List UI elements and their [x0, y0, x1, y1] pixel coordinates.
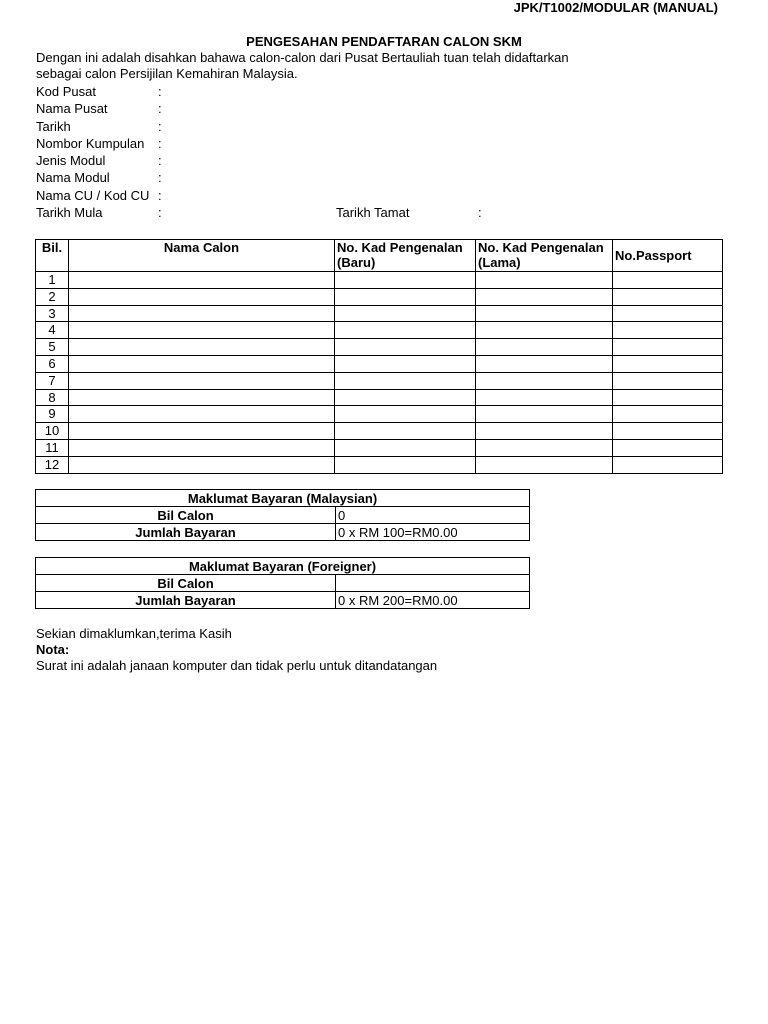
row-number: 6	[36, 355, 69, 372]
field-label: Jenis Modul	[36, 153, 106, 169]
table-row	[36, 339, 723, 356]
cell-kp-baru	[335, 305, 476, 322]
table-header-row	[36, 240, 723, 272]
cell-kp-lama	[476, 288, 613, 305]
intro-line: sebagai calon Persijilan Kemahiran Malaysia.	[36, 66, 298, 81]
table-row	[36, 322, 723, 339]
cell-kp-lama	[476, 305, 613, 322]
column-header-kp-baru	[335, 240, 476, 272]
field-label: Nama Modul	[36, 170, 110, 186]
field-label: Nombor Kumpulan	[36, 135, 145, 151]
field-nama-pusat	[36, 101, 736, 118]
cell-passport	[613, 439, 723, 456]
row-number: 9	[36, 406, 69, 423]
cell-kp-baru	[335, 439, 476, 456]
jumlah-bayaran-label: Jumlah Bayaran	[36, 592, 336, 609]
row-number: 4	[36, 322, 69, 339]
cell-nama	[69, 456, 335, 473]
row-number: 8	[36, 389, 69, 406]
field-colon: :	[158, 170, 162, 186]
cell-kp-baru	[335, 272, 476, 289]
bil-calon-label: Bil Calon	[36, 507, 336, 524]
jumlah-bayaran-value: 0 x RM 200=RM0.00	[336, 592, 530, 609]
cell-nama	[69, 406, 335, 423]
cell-nama	[69, 355, 335, 372]
payment-row	[36, 592, 530, 609]
cell-kp-lama	[476, 423, 613, 440]
header-line: (Baru)	[337, 255, 376, 270]
header-line: (Lama)	[478, 255, 521, 270]
closing-section	[36, 626, 437, 674]
table-row	[36, 288, 723, 305]
table-row	[36, 389, 723, 406]
payment-table-foreigner	[35, 557, 530, 609]
cell-passport	[613, 355, 723, 372]
cell-passport	[613, 406, 723, 423]
cell-kp-lama	[476, 355, 613, 372]
field-colon: :	[158, 101, 162, 117]
cell-passport	[613, 305, 723, 322]
field-label: Tarikh	[36, 118, 71, 134]
cell-kp-baru	[335, 372, 476, 389]
jumlah-bayaran-value: 0 x RM 100=RM0.00	[336, 524, 530, 541]
field-tarikh-mula-tamat	[36, 205, 736, 222]
intro-line: Dengan ini adalah disahkan bahawa calon-calon dari Pusat Bertauliah tuan telah didaftarkan	[36, 50, 569, 65]
cell-kp-lama	[476, 406, 613, 423]
cell-kp-baru	[335, 339, 476, 356]
field-kod-pusat	[36, 84, 736, 101]
field-label: Nama Pusat	[36, 101, 108, 117]
cell-kp-lama	[476, 322, 613, 339]
intro-paragraph	[36, 50, 736, 82]
field-label: Tarikh Mula	[36, 205, 103, 221]
cell-passport	[613, 372, 723, 389]
row-number: 12	[36, 456, 69, 473]
cell-passport	[613, 322, 723, 339]
payment-title: Maklumat Bayaran (Foreigner)	[36, 558, 530, 575]
payment-table-malaysian	[35, 489, 530, 541]
header-line: No. Kad Pengenalan	[337, 240, 463, 255]
cell-kp-baru	[335, 423, 476, 440]
document-title: PENGESAHAN PENDAFTARAN CALON SKM	[246, 34, 522, 49]
cell-passport	[613, 423, 723, 440]
payment-row	[36, 507, 530, 524]
table-row	[36, 423, 723, 440]
row-number: 5	[36, 339, 69, 356]
cell-nama	[69, 439, 335, 456]
table-row	[36, 305, 723, 322]
cell-kp-baru	[335, 456, 476, 473]
cell-kp-lama	[476, 456, 613, 473]
nota-label: Nota:	[36, 642, 70, 657]
nota-text: Surat ini adalah janaan komputer dan tidak perlu untuk ditandatangan	[36, 658, 438, 673]
table-row	[36, 456, 723, 473]
field-nombor-kumpulan	[36, 136, 736, 153]
closing-line: Sekian dimaklumkan,terima Kasih	[36, 626, 232, 641]
field-nama-modul	[36, 170, 736, 187]
field-label: Kod Pusat	[36, 84, 96, 99]
candidate-table	[35, 239, 723, 474]
field-colon: :	[158, 135, 162, 151]
cell-kp-baru	[335, 389, 476, 406]
cell-passport	[613, 288, 723, 305]
table-row	[36, 439, 723, 456]
table-row	[36, 406, 723, 423]
column-header-bil: Bil.	[36, 240, 69, 272]
registration-fields	[36, 84, 736, 222]
row-number: 10	[36, 423, 69, 440]
payment-row	[36, 575, 530, 592]
cell-kp-lama	[476, 372, 613, 389]
payment-header-row	[36, 490, 530, 507]
field-colon: :	[158, 153, 162, 169]
field-jenis-modul	[36, 153, 736, 170]
field-colon: :	[158, 205, 162, 221]
header-line: No. Kad Pengenalan	[478, 240, 604, 255]
document-code: JPK/T1002/MODULAR (MANUAL)	[513, 0, 718, 15]
cell-kp-baru	[335, 322, 476, 339]
cell-kp-baru	[335, 355, 476, 372]
field-nama-cu	[36, 188, 736, 205]
bil-calon-value	[336, 575, 530, 592]
row-number: 2	[36, 288, 69, 305]
jumlah-bayaran-label: Jumlah Bayaran	[36, 524, 336, 541]
field-label: Tarikh Tamat	[336, 205, 410, 221]
table-row	[36, 355, 723, 372]
bil-calon-value: 0	[336, 507, 530, 524]
cell-kp-baru	[335, 288, 476, 305]
cell-kp-lama	[476, 339, 613, 356]
cell-kp-lama	[476, 389, 613, 406]
cell-kp-lama	[476, 439, 613, 456]
row-number: 7	[36, 372, 69, 389]
cell-nama	[69, 372, 335, 389]
field-colon: :	[158, 118, 162, 134]
cell-nama	[69, 322, 335, 339]
payment-header-row	[36, 558, 530, 575]
field-colon: :	[478, 205, 482, 221]
column-header-nama-calon: Nama Calon	[69, 240, 335, 272]
cell-nama	[69, 389, 335, 406]
cell-passport	[613, 389, 723, 406]
field-colon: :	[158, 187, 162, 203]
field-label: Nama CU / Kod CU	[36, 187, 150, 203]
cell-kp-lama	[476, 272, 613, 289]
cell-nama	[69, 339, 335, 356]
table-row	[36, 372, 723, 389]
cell-kp-baru	[335, 406, 476, 423]
table-row	[36, 272, 723, 289]
cell-nama	[69, 305, 335, 322]
bil-calon-label: Bil Calon	[36, 575, 336, 592]
payment-title: Maklumat Bayaran (Malaysian)	[36, 490, 530, 507]
row-number: 1	[36, 272, 69, 289]
field-tarikh	[36, 119, 736, 136]
cell-nama	[69, 423, 335, 440]
cell-passport	[613, 456, 723, 473]
payment-row	[36, 524, 530, 541]
field-colon: :	[158, 84, 162, 99]
column-header-kp-lama	[476, 240, 613, 272]
cell-nama	[69, 272, 335, 289]
cell-passport	[613, 272, 723, 289]
row-number: 11	[36, 439, 69, 456]
cell-nama	[69, 288, 335, 305]
cell-passport	[613, 339, 723, 356]
column-header-passport: No.Passport	[613, 240, 723, 272]
row-number: 3	[36, 305, 69, 322]
